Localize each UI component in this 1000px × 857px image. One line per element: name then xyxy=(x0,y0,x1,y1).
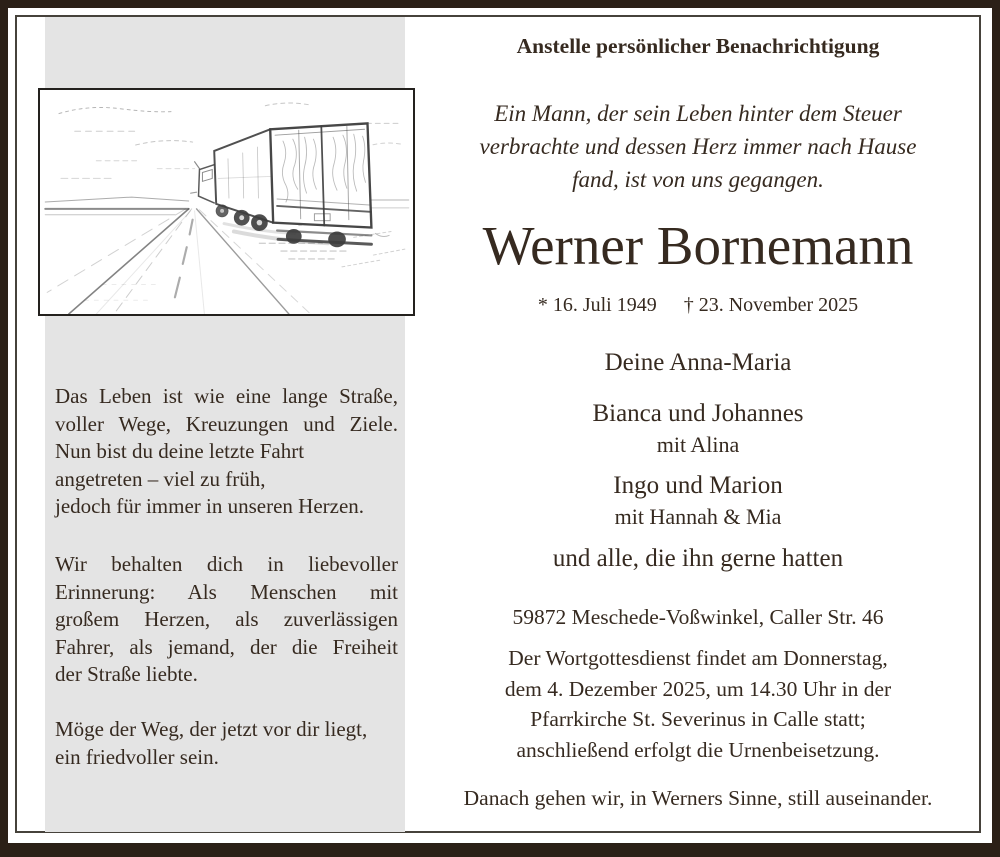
mourner-line-2-sub: mit Alina xyxy=(656,432,740,457)
mourner-line-3: Ingo und Marion xyxy=(613,472,783,499)
poem-line: großem Herzen, als zuverlässigen xyxy=(55,607,398,631)
poem-line: Nun bist du deine letzte Fahrt xyxy=(55,439,305,463)
poem-line: voller Wege, Kreuzungen und Ziele. xyxy=(55,411,398,436)
truck-road-sketch-icon xyxy=(40,90,413,314)
poem-line: jedoch für immer in unseren Herzen. xyxy=(55,494,365,518)
service-line: Pfarrkirche St. Severinus in Calle statt; xyxy=(530,707,866,731)
intro-line: fand, ist von uns gegangen. xyxy=(572,167,824,192)
poem-line: der Straße liebte. xyxy=(55,662,198,686)
address-line: 59872 Meschede-Voßwinkel, Caller Str. 46 xyxy=(512,605,884,629)
mourner-line-all: und alle, die ihn gerne hatten xyxy=(552,545,844,572)
mourner-line-3-sub: mit Hannah & Mia xyxy=(614,504,782,529)
service-line: Der Wortgottesdienst findet am Donnerstag, xyxy=(508,646,888,670)
poem-line: angetreten – viel zu früh, xyxy=(55,466,266,491)
intro-line: Ein Mann, der sein Leben hinter dem Steuer xyxy=(494,101,902,126)
closing-line: Danach gehen wir, in Werners Sinne, still auseinander. xyxy=(463,786,933,810)
birth-date: * 16. Juli 1949 xyxy=(537,294,657,316)
poem-line: Möge der Weg, der jetzt vor dir liegt, xyxy=(55,717,368,741)
life-dates xyxy=(405,294,991,317)
poem-paragraph-2 xyxy=(55,551,398,689)
poem-paragraph-1 xyxy=(55,383,398,521)
deceased-name: Werner Bornemann xyxy=(482,215,914,276)
poem-line: Erinnerung: Als Menschen mit xyxy=(55,579,398,604)
poem-line: ein friedvoller sein. xyxy=(55,744,219,769)
poem-line: Das Leben ist wie eine lange Straße, xyxy=(55,384,398,408)
service-line: dem 4. Dezember 2025, um 14.30 Uhr in der xyxy=(504,676,892,701)
intro-line: verbrachte und dessen Herz immer nach Hause xyxy=(479,134,917,159)
poem-paragraph-3 xyxy=(55,716,398,771)
announcement-heading: Anstelle persönlicher Benachrichtigung xyxy=(516,34,880,58)
memorial-photo xyxy=(38,88,415,316)
mourner-line-1: Deine Anna-Maria xyxy=(604,349,792,376)
intro-verse xyxy=(405,97,991,196)
poem-line: Fahrer, als jemand, der die Freiheit xyxy=(55,634,398,659)
notice-column xyxy=(405,0,991,857)
death-date: † 23. November 2025 xyxy=(683,294,859,316)
service-info xyxy=(405,643,991,765)
poem-line: Wir behalten dich in liebevoller xyxy=(55,552,398,576)
mourner-line-2: Bianca und Johannes xyxy=(592,400,804,427)
service-line: anschließend erfolgt die Urnenbeisetzung. xyxy=(516,737,880,762)
